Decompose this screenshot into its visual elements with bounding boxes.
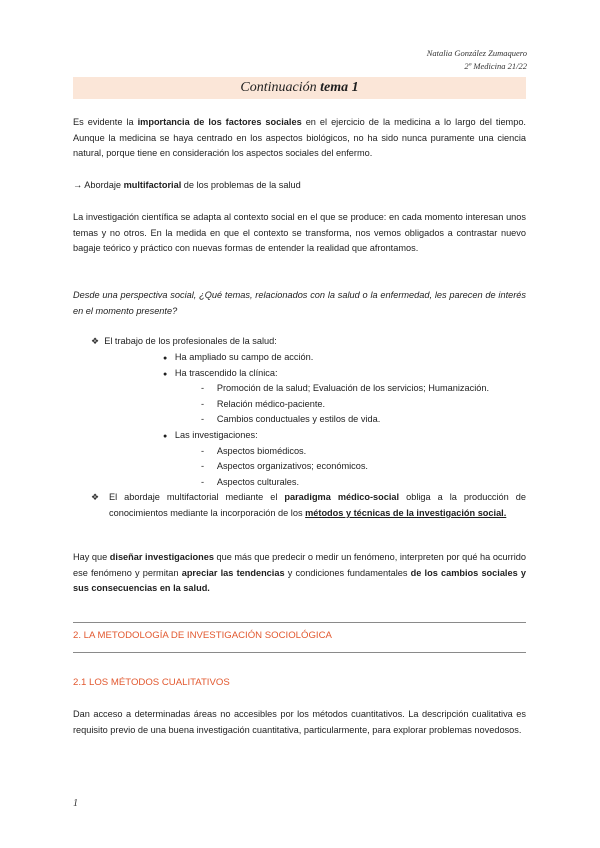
list-item xyxy=(163,428,258,445)
list-item: - Relación médico-paciente. xyxy=(201,399,326,409)
text: en el ejercicio de la medicina a lo largo del tiempo. Aunque la medicina se haya centrado en los aspectos biológicos, no ha sido nunca puramente una ciencia natural, porque tiene en consideración los aspectos sociales del enfermo. xyxy=(73,117,526,159)
research-paragraph xyxy=(73,550,526,597)
page-title xyxy=(73,77,526,99)
list-item-text: Relación médico-paciente. xyxy=(216,399,326,409)
list-item: - Aspectos culturales. xyxy=(201,477,300,487)
list-item-text: Las investigaciones: xyxy=(174,430,258,440)
title-bold: tema 1 xyxy=(320,80,359,95)
list-item: - Aspectos biomédicos. xyxy=(201,446,307,456)
list-item-text: Ha trascendido la clínica: xyxy=(174,368,278,378)
list-item-text: Aspectos biomédicos. xyxy=(216,446,307,456)
text: obliga a la producción de conocimientos mediante la incorporación de los xyxy=(109,492,526,518)
emphasis: multifactorial xyxy=(123,180,182,190)
emphasis: de los cambios sociales y sus consecuencias en la salud. xyxy=(73,567,526,594)
list-item-text: El trabajo de los profesionales de la salud: xyxy=(104,336,277,346)
emphasis: importancia de los factores sociales xyxy=(137,117,302,127)
emphasis: apreciar las tendencias xyxy=(181,567,285,578)
text: y condiciones fundamentales xyxy=(284,567,411,578)
text: → Abordaje xyxy=(73,180,124,190)
text: Es evidente la xyxy=(73,117,138,127)
question-paragraph: Desde una perspectiva social, ¿Qué temas, relacionados con la salud o la enfermedad, les parecen de interés en el momento presente? xyxy=(73,290,526,316)
intro-paragraph xyxy=(73,115,526,162)
text: Hay que xyxy=(73,552,110,562)
emphasis: paradigma médico-social xyxy=(284,492,400,502)
section-heading: 2. LA METODOLOGÍA DE INVESTIGACIÓN SOCIOLÓGICA xyxy=(73,630,332,641)
course-label: 2º Medicina 21/22 xyxy=(464,61,527,71)
diamond-bullet-icon: ❖ xyxy=(91,492,100,502)
author-name: Natalia González Zumaquero xyxy=(426,48,527,58)
subsection-heading: 2.1 LOS MÉTODOS CUALITATIVOS xyxy=(73,677,230,688)
list-item-text: Aspectos organizativos; económicos. xyxy=(216,461,368,471)
dot-bullet-icon: ● xyxy=(163,371,168,378)
page-header xyxy=(427,47,527,73)
page-number: 1 xyxy=(73,798,78,809)
divider xyxy=(73,622,526,623)
qualitative-paragraph: Dan acceso a determinadas áreas no accesibles por los métodos cuantitativos. La descripción cualitativa es requisito previo de una buena investigación cuantitativa, particularmente, para explorar problemas novedosos. xyxy=(73,709,526,735)
dot-bullet-icon: ● xyxy=(163,433,168,440)
list-item-text: Ha ampliado su campo de acción. xyxy=(174,352,314,362)
list-item xyxy=(163,350,313,367)
divider xyxy=(73,652,526,653)
title-prefix: Continuación xyxy=(240,80,317,95)
list-item: - Cambios conductuales y estilos de vida. xyxy=(201,414,381,424)
text: que más que predecir o medir un fenómeno, interpreten por qué ha ocurrido ese fenómeno y permitan xyxy=(73,552,527,578)
arrow-line xyxy=(73,178,526,194)
dot-bullet-icon: ● xyxy=(163,355,168,362)
list-item xyxy=(109,490,526,521)
list-item: - Aspectos organizativos; económicos. xyxy=(201,461,368,471)
text: El abordaje multifactorial mediante el xyxy=(109,492,285,502)
topic-list xyxy=(73,334,526,544)
text: de los problemas de la salud xyxy=(181,180,301,190)
context-paragraph: La investigación científica se adapta al contexto social en el que se produce: en cada momento interesan unos temas y no otros. En la medida en que el contexto se transforma, nos vemos obligados a contrastar nuevo bagaje teórico y práctico con nuevas formas de entender la realidad que afrontamos. xyxy=(73,212,526,254)
diamond-bullet-icon: ❖ xyxy=(91,336,100,346)
list-item-text: Cambios conductuales y estilos de vida. xyxy=(216,414,381,424)
list-item-text: Promoción de la salud; Evaluación de los servicios; Humanización. xyxy=(216,383,490,393)
emphasis: diseñar investigaciones xyxy=(109,552,214,562)
list-item: - Promoción de la salud; Evaluación de los servicios; Humanización. xyxy=(201,383,490,393)
underlined-emphasis: métodos y técnicas de la investigación social. xyxy=(305,507,507,518)
list-item-text: Aspectos culturales. xyxy=(216,477,300,487)
list-item xyxy=(91,334,277,350)
